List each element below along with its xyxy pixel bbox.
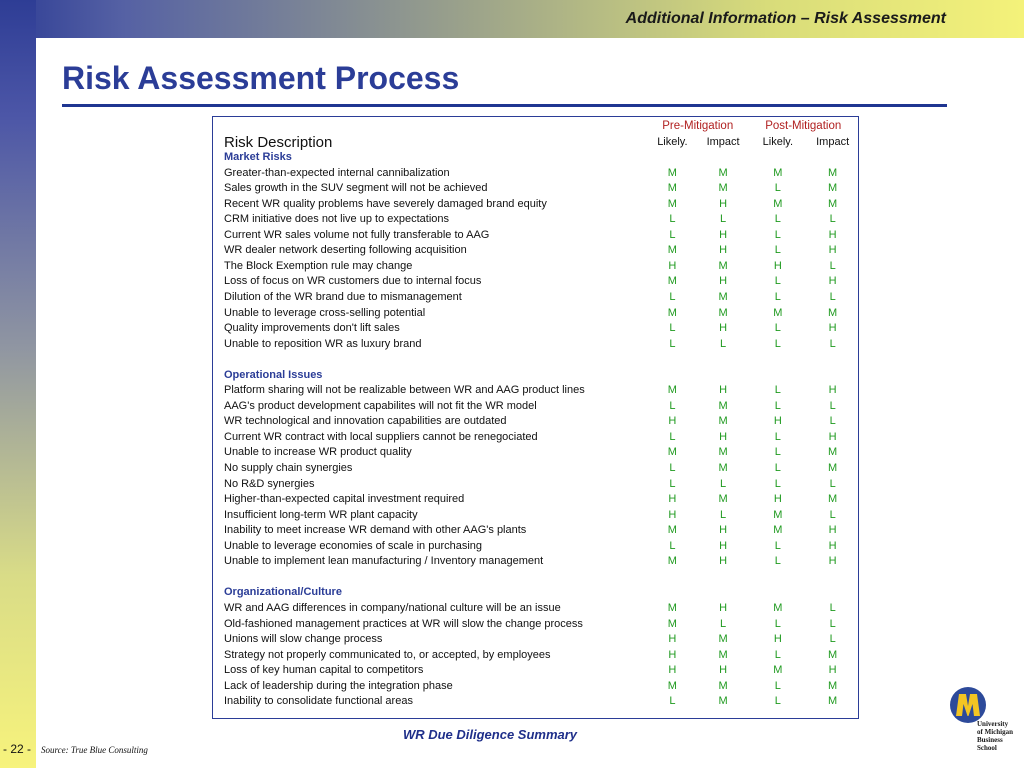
pre-likely-value: M [667,197,677,210]
pre-impact-value: H [719,228,728,241]
pre-likely-value: M [667,166,677,179]
title-divider [62,104,947,107]
post-impact-value: M [828,648,838,661]
post-impact-value: H [828,228,837,241]
post-impact-value: M [828,493,838,506]
category-row [213,585,858,601]
risk-description: No R&D synergies [224,477,315,490]
table-row [213,617,858,633]
post-mitigation-header: Post-Mitigation [765,120,842,132]
risk-description: Platform sharing will not be realizable between WR and AAG product lines [224,384,585,397]
left-gradient-band [0,0,36,768]
pre-impact-header: Impact [706,135,740,148]
page-title: Risk Assessment Process [62,60,460,96]
pre-likely-value: H [668,415,677,428]
risk-description: Lack of leadership during the integration phase [224,679,453,692]
risk-description: Unable to increase WR product quality [224,446,412,459]
table-row [213,648,858,664]
pre-impact-value: H [719,664,728,677]
risk-description: AAG's product development capabilites will not fit the WR model [224,399,537,412]
pre-likely-value: L [669,539,676,552]
risk-description: Loss of key human capital to competitors [224,664,424,677]
risk-description: Insufficient long-term WR plant capacity [224,508,418,521]
pre-impact-value: M [718,399,728,412]
pre-likely-value: M [667,601,677,614]
post-likely-value: L [774,617,781,630]
pre-likely-value: M [667,679,677,692]
pre-impact-value: M [718,291,728,304]
pre-impact-value: M [718,182,728,195]
table-row [213,632,858,648]
category-label: Organizational/Culture [224,586,342,599]
post-impact-value: L [829,213,836,226]
category-label: Market Risks [224,151,292,164]
pre-likely-value: L [669,477,676,490]
table-row [213,399,858,415]
risk-table-body [213,150,858,710]
post-impact-value: M [828,679,838,692]
pre-impact-value: M [718,633,728,646]
table-row [213,181,858,197]
table-row [213,492,858,508]
post-impact-value: M [828,306,838,319]
post-impact-value: L [829,291,836,304]
pre-impact-value: H [719,384,728,397]
post-impact-value: H [828,524,837,537]
spacer-row [213,352,858,368]
risk-description: Current WR sales volume not fully transferable to AAG [224,228,490,241]
table-row [213,508,858,524]
post-likely-value: H [773,259,782,272]
pre-likely-value: M [667,617,677,630]
pre-likely-value: M [667,384,677,397]
section-header: Additional Information – Risk Assessment [625,10,946,27]
table-row [213,228,858,244]
pre-impact-value: M [718,648,728,661]
post-impact-value: M [828,695,838,708]
risk-description: Recent WR quality problems have severely damaged brand equity [224,197,547,210]
post-likely-header: Likely. [762,135,794,148]
pre-likely-value: M [667,555,677,568]
pre-impact-value: L [720,213,727,226]
post-likely-value: M [773,664,783,677]
post-likely-value: M [773,166,783,179]
risk-table-head [213,119,858,150]
post-impact-value: H [828,430,837,443]
post-likely-value: M [773,306,783,319]
table-row [213,663,858,679]
post-likely-value: M [773,508,783,521]
pre-likely-value: M [667,306,677,319]
post-impact-value: M [828,462,838,475]
post-impact-value: H [828,555,837,568]
risk-table [212,116,859,719]
table-row [213,383,858,399]
category-label: Operational Issues [224,368,323,381]
pre-likely-header: Likely. [657,135,688,148]
risk-description: No supply chain synergies [224,462,353,475]
table-row [213,445,858,461]
pre-likely-value: H [668,633,677,646]
post-impact-value: H [828,322,837,335]
post-likely-value: L [774,539,781,552]
table-row [213,601,858,617]
post-likely-value: H [773,493,782,506]
pre-likely-value: L [669,228,676,241]
post-impact-value: L [829,633,836,646]
risk-description: Unable to reposition WR as luxury brand [224,337,422,350]
page-number: - 22 - [3,742,32,756]
post-impact-value: M [828,182,838,195]
pre-impact-value: M [718,695,728,708]
pre-impact-value: L [720,337,727,350]
table-row [213,243,858,259]
table-row [213,337,858,353]
post-likely-value: L [774,648,781,661]
table-row [213,523,858,539]
table-row [213,259,858,275]
post-likely-value: L [774,244,781,257]
table-row [213,414,858,430]
pre-likely-value: M [667,182,677,195]
table-row [213,306,858,322]
post-likely-value: L [774,462,781,475]
footer-title: WR Due Diligence Summary [402,727,578,742]
risk-description: Strategy not properly communicated to, or accepted, by employees [224,648,551,661]
post-likely-value: L [774,430,781,443]
pre-impact-value: H [719,275,728,288]
pre-impact-value: H [719,244,728,257]
post-impact-value: L [829,259,836,272]
category-row [213,368,858,384]
post-likely-value: H [773,415,782,428]
post-impact-value: M [828,166,838,179]
risk-description: Quality improvements don't lift sales [224,322,400,335]
table-row [213,430,858,446]
post-likely-value: M [773,524,783,537]
pre-likely-value: L [669,322,676,335]
spacer-row [213,570,858,586]
post-impact-value: H [828,539,837,552]
pre-impact-value: H [719,430,728,443]
risk-description: Inability to meet increase WR demand with other AAG's plants [224,524,527,537]
risk-description: CRM initiative does not live up to expectations [224,213,450,226]
pre-impact-value: H [719,539,728,552]
risk-description: Sales growth in the SUV segment will not be achieved [224,182,488,195]
post-impact-value: H [828,244,837,257]
risk-description: Higher-than-expected capital investment required [224,493,465,506]
post-likely-value: M [773,601,783,614]
pre-impact-value: H [719,197,728,210]
pre-impact-value: M [718,259,728,272]
post-impact-value: L [829,399,836,412]
risk-description: Unable to leverage cross-selling potential [224,306,426,319]
risk-description: Unable to implement lean manufacturing / Inventory management [224,555,544,568]
table-row [213,290,858,306]
table-row [213,694,858,710]
pre-likely-value: L [669,462,676,475]
pre-impact-value: L [720,477,727,490]
post-impact-value: H [828,275,837,288]
post-likely-value: L [774,477,781,490]
logo-text: University of Michigan Business School [977,720,1013,752]
table-row [213,212,858,228]
risk-description: The Block Exemption rule may change [224,259,413,272]
table-row [213,321,858,337]
pre-likely-value: H [668,648,677,661]
source-note: Source: True Blue Consulting [41,745,148,755]
post-impact-value: M [828,446,838,459]
post-likely-value: L [774,275,781,288]
pre-likely-value: H [668,508,677,521]
table-row [213,554,858,570]
pre-impact-value: M [718,462,728,475]
risk-table-grid [213,119,858,710]
post-impact-header: Impact [816,135,850,148]
risk-description: Dilution of the WR brand due to mismanagement [224,291,462,304]
post-impact-value: L [829,601,836,614]
post-impact-value: L [829,617,836,630]
table-row [213,679,858,695]
pre-likely-value: M [667,275,677,288]
mitigation-group-header-row [213,119,858,135]
pre-impact-value: M [718,679,728,692]
pre-impact-value: L [720,508,727,521]
risk-description: Old-fashioned management practices at WR will slow the change process [224,617,583,630]
pre-likely-value: H [668,664,677,677]
risk-description: Greater-than-expected internal cannibalization [224,166,450,179]
table-row [213,274,858,290]
post-likely-value: M [773,197,783,210]
category-row [213,150,858,166]
risk-description: Loss of focus on WR customers due to internal focus [224,275,482,288]
post-impact-value: H [828,664,837,677]
pre-likely-value: L [669,695,676,708]
pre-impact-value: H [719,322,728,335]
post-impact-value: L [829,477,836,490]
post-likely-value: L [774,695,781,708]
table-row [213,477,858,493]
pre-likely-value: L [669,430,676,443]
post-impact-value: L [829,508,836,521]
post-likely-value: L [774,182,781,195]
pre-likely-value: H [668,259,677,272]
pre-impact-value: L [720,617,727,630]
post-likely-value: L [774,446,781,459]
post-likely-value: L [774,555,781,568]
post-likely-value: L [774,399,781,412]
post-impact-value: H [828,384,837,397]
post-likely-value: L [774,384,781,397]
risk-description: Unions will slow change process [224,633,383,646]
pre-likely-value: L [669,337,676,350]
pre-impact-value: H [719,524,728,537]
pre-likely-value: H [668,493,677,506]
post-likely-value: H [773,633,782,646]
pre-likely-value: M [667,524,677,537]
post-likely-value: L [774,213,781,226]
post-likely-value: L [774,337,781,350]
post-impact-value: L [829,337,836,350]
pre-likely-value: L [669,213,676,226]
pre-impact-value: H [719,601,728,614]
risk-description: WR technological and innovation capabilities are outdated [224,415,507,428]
pre-likely-value: M [667,446,677,459]
pre-mitigation-header: Pre-Mitigation [662,120,734,132]
table-row [213,197,858,213]
post-impact-value: M [828,197,838,210]
pre-likely-value: M [667,244,677,257]
pre-impact-value: M [718,446,728,459]
risk-description: Inability to consolidate functional areas [224,695,413,708]
post-likely-value: L [774,679,781,692]
pre-impact-value: M [718,306,728,319]
risk-description-header: Risk Description [224,134,333,151]
risk-description: Current WR contract with local suppliers cannot be renegociated [224,430,538,443]
post-likely-value: L [774,291,781,304]
post-likely-value: L [774,228,781,241]
risk-description: Unable to leverage economies of scale in purchasing [224,539,483,552]
pre-likely-value: L [669,399,676,412]
pre-likely-value: L [669,291,676,304]
column-header-row [213,135,858,151]
post-likely-value: L [774,322,781,335]
table-row [213,539,858,555]
pre-impact-value: M [718,493,728,506]
risk-description: WR and AAG differences in company/national culture will be an issue [224,601,561,614]
pre-impact-value: M [718,166,728,179]
table-row [213,166,858,182]
post-impact-value: L [829,415,836,428]
table-row [213,461,858,477]
risk-description: WR dealer network deserting following acquisition [224,244,467,257]
pre-impact-value: M [718,415,728,428]
pre-impact-value: H [719,555,728,568]
